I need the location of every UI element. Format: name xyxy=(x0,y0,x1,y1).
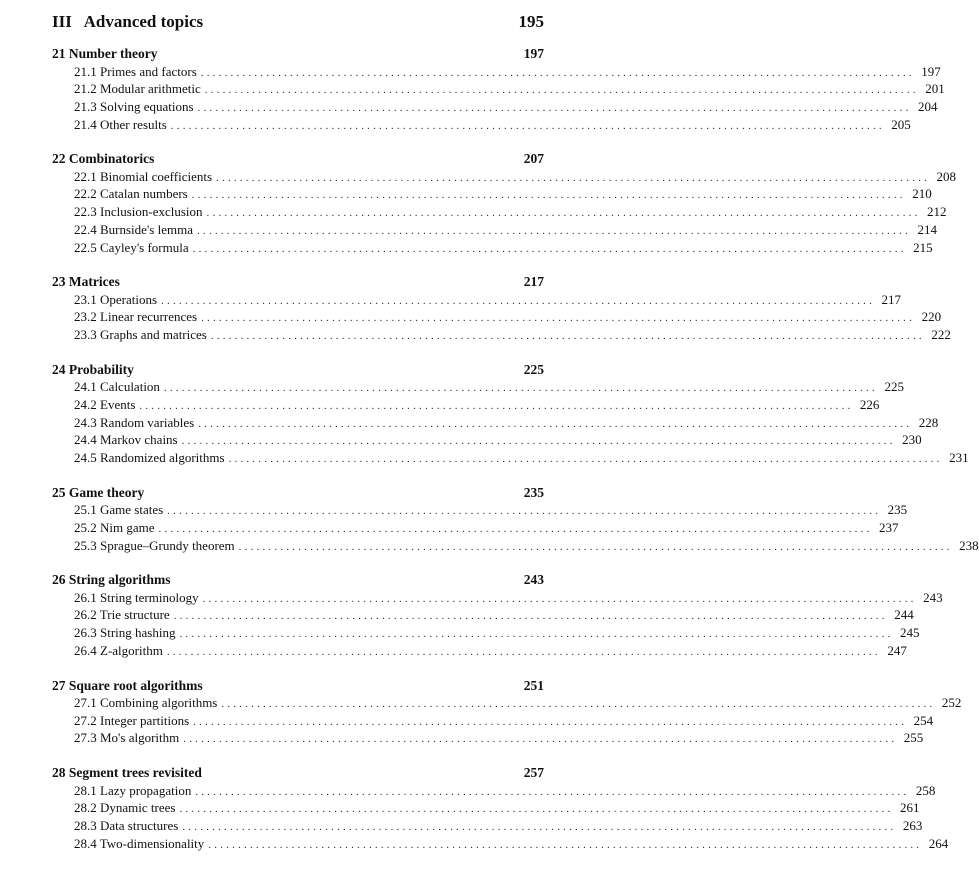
part-title: III Advanced topics xyxy=(52,12,204,31)
chapter-page-number: 217 xyxy=(523,274,544,290)
section-title: 27.2 Integer partitions xyxy=(74,712,190,728)
section-entry[interactable] xyxy=(52,624,920,642)
section-title: 28.4 Two-dimensionality xyxy=(74,835,205,851)
section-entry[interactable] xyxy=(52,606,914,624)
section-entry[interactable] xyxy=(52,291,902,309)
section-title: 22.1 Binomial coefficients xyxy=(74,168,213,184)
section-title: 23.1 Operations xyxy=(74,291,158,307)
chapter-title: 25 Game theory xyxy=(52,484,145,500)
section-entry[interactable] xyxy=(52,308,942,326)
section-page-number: 244 xyxy=(894,607,914,623)
section-title: 22.2 Catalan numbers xyxy=(74,186,188,202)
chapter-heading[interactable] xyxy=(52,273,544,291)
section-entry[interactable] xyxy=(52,431,922,449)
table-of-contents xyxy=(52,8,979,869)
dot-leader: ........................................................................................................................ xyxy=(161,294,876,307)
section-title: 23.2 Linear recurrences xyxy=(74,309,198,325)
section-title: 25.1 Game states xyxy=(74,502,164,518)
dot-leader: ........................................................................................................................ xyxy=(170,119,885,132)
section-entry[interactable] xyxy=(52,642,907,660)
dot-leader: ........................................................................................................................ xyxy=(196,224,911,237)
section-title: 21.3 Solving equations xyxy=(74,98,194,114)
chapter-heading[interactable] xyxy=(52,150,544,168)
dot-leader: ........................................................................................................................ xyxy=(204,84,919,97)
section-entry[interactable] xyxy=(52,116,911,134)
chapter-page-number: 207 xyxy=(523,151,544,167)
section-page-number: 201 xyxy=(925,81,945,97)
section-title: 24.1 Calculation xyxy=(74,379,160,395)
section-title: 21.4 Other results xyxy=(74,116,167,132)
section-page-number: 220 xyxy=(921,309,942,325)
chapter-heading[interactable] xyxy=(52,764,544,782)
section-entry[interactable] xyxy=(52,203,947,221)
dot-leader: ........................................................................................................................ xyxy=(191,189,906,202)
chapter-entry xyxy=(52,764,949,852)
section-page-number: 197 xyxy=(921,63,941,79)
section-entry[interactable] xyxy=(52,378,904,396)
dot-leader: ........................................................................................................................ xyxy=(221,698,936,710)
section-entry[interactable] xyxy=(52,80,945,98)
section-page-number: 230 xyxy=(902,432,922,448)
section-page-number: 228 xyxy=(918,414,939,430)
dot-leader: ........................................................................................................................ xyxy=(183,733,898,746)
dot-leader: ........................................................................................................................ xyxy=(158,522,873,535)
chapter-heading[interactable] xyxy=(52,45,544,63)
section-entry[interactable] xyxy=(52,168,957,186)
section-entry[interactable] xyxy=(52,239,933,257)
section-title: 21.2 Modular arithmetic xyxy=(74,81,201,97)
section-page-number: 261 xyxy=(899,800,920,816)
chapter-entry xyxy=(52,150,957,256)
section-page-number: 231 xyxy=(949,450,969,465)
chapter-title: 23 Matrices xyxy=(52,274,120,290)
chapter-heading[interactable] xyxy=(52,361,544,379)
section-entry[interactable] xyxy=(52,835,949,853)
section-page-number: 222 xyxy=(931,327,951,343)
dot-leader: ........................................................................................................................ xyxy=(238,540,953,553)
section-page-number: 247 xyxy=(887,642,907,658)
section-title: 23.3 Graphs and matrices xyxy=(74,327,207,343)
section-title: 28.2 Dynamic trees xyxy=(74,800,176,816)
section-title: 26.4 Z-algorithm xyxy=(74,642,163,658)
section-title: 26.3 String hashing xyxy=(74,625,176,641)
section-page-number: 210 xyxy=(912,186,932,202)
section-entry[interactable] xyxy=(52,694,962,712)
section-entry[interactable] xyxy=(52,501,908,519)
chapter-heading[interactable] xyxy=(52,571,544,589)
part-heading xyxy=(52,8,544,36)
section-title: 22.5 Cayley's formula xyxy=(74,239,189,255)
section-entry[interactable] xyxy=(52,396,880,414)
section-page-number: 217 xyxy=(881,291,902,307)
section-page-number: 237 xyxy=(879,519,899,535)
section-entry[interactable] xyxy=(52,221,937,239)
dot-leader: ........................................................................................................................ xyxy=(198,417,913,430)
section-entry[interactable] xyxy=(52,98,938,116)
dot-leader: ........................................................................................................................ xyxy=(139,399,854,412)
chapter-page-number: 257 xyxy=(523,765,544,781)
section-page-number: 263 xyxy=(902,817,923,833)
section-title: 24.5 Randomized algorithms xyxy=(74,450,225,465)
dot-leader: ........................................................................................................................ xyxy=(179,628,894,641)
section-page-number: 254 xyxy=(913,712,934,728)
section-page-number: 205 xyxy=(891,116,911,132)
dot-leader: ........................................................................................................................ xyxy=(206,207,921,220)
dot-leader: ........................................................................................................................ xyxy=(163,382,878,395)
dot-leader: ........................................................................................................................ xyxy=(193,715,908,728)
section-title: 26.1 String terminology xyxy=(74,589,199,605)
section-title: 26.2 Trie structure xyxy=(74,607,170,623)
dot-leader: ........................................................................................................................ xyxy=(195,785,910,798)
section-entry[interactable] xyxy=(52,712,934,730)
section-title: 24.4 Markov chains xyxy=(74,432,178,448)
section-entry[interactable] xyxy=(52,449,969,467)
dot-leader: ........................................................................................................................ xyxy=(202,592,917,605)
section-entry[interactable] xyxy=(52,185,932,203)
chapter-heading[interactable] xyxy=(52,484,544,502)
section-page-number: 212 xyxy=(927,204,947,220)
section-page-number: 245 xyxy=(899,625,920,641)
section-title: 25.3 Sprague–Grundy theorem xyxy=(74,537,235,553)
section-title: 24.2 Events xyxy=(74,396,136,412)
section-title: 22.3 Inclusion-exclusion xyxy=(74,204,203,220)
section-page-number: 243 xyxy=(923,589,943,605)
dot-leader: ........................................................................................................................ xyxy=(192,242,907,255)
dot-leader: ........................................................................................................................ xyxy=(182,820,897,833)
section-entry[interactable] xyxy=(52,782,936,800)
section-page-number: 208 xyxy=(936,168,957,184)
section-entry[interactable] xyxy=(52,589,943,607)
section-title: 25.2 Nim game xyxy=(74,519,155,535)
section-title: 28.3 Data structures xyxy=(74,817,179,833)
chapter-title: 21 Number theory xyxy=(52,46,158,61)
chapter-entry xyxy=(52,273,951,344)
section-entry[interactable] xyxy=(52,537,979,555)
chapter-entry xyxy=(52,571,943,659)
chapter-title: 22 Combinatorics xyxy=(52,151,155,167)
dot-leader: ........................................................................................................................ xyxy=(179,803,894,816)
chapter-title: 26 String algorithms xyxy=(52,572,171,588)
section-title: 27.1 Combining algorithms xyxy=(74,695,218,710)
chapter-page-number: 235 xyxy=(523,484,544,500)
section-entry[interactable] xyxy=(52,63,941,81)
chapter-entry xyxy=(52,484,979,555)
section-title: 24.3 Random variables xyxy=(74,414,195,430)
chapter-title: 24 Probability xyxy=(52,361,134,377)
section-title: 22.4 Burnside's lemma xyxy=(74,221,193,237)
section-page-number: 258 xyxy=(915,782,936,798)
section-page-number: 264 xyxy=(928,835,949,851)
chapter-entry xyxy=(52,361,969,467)
section-title: 21.1 Primes and factors xyxy=(74,63,197,79)
dot-leader: ........................................................................................................................ xyxy=(197,101,912,114)
section-page-number: 225 xyxy=(884,379,904,395)
chapter-heading[interactable] xyxy=(52,677,544,695)
section-entry[interactable] xyxy=(52,414,939,432)
dot-leader: ........................................................................................................................ xyxy=(167,505,882,518)
chapter-page-number: 225 xyxy=(523,361,544,377)
dot-leader: ........................................................................................................................ xyxy=(166,645,881,658)
dot-leader: ........................................................................................................................ xyxy=(228,453,943,465)
section-entry[interactable] xyxy=(52,519,899,537)
section-page-number: 238 xyxy=(959,537,979,553)
dot-leader: ........................................................................................................................ xyxy=(200,66,915,79)
section-title: 28.1 Lazy propagation xyxy=(74,782,192,798)
dot-leader: ........................................................................................................................ xyxy=(181,435,896,448)
dot-leader: ........................................................................................................................ xyxy=(208,838,923,851)
chapter-page-number: 197 xyxy=(523,46,544,61)
section-page-number: 204 xyxy=(918,98,938,114)
section-title: 27.3 Mo's algorithm xyxy=(74,730,180,746)
part-page-number: 195 xyxy=(518,12,544,31)
chapter-title: 28 Segment trees revisited xyxy=(52,765,202,781)
dot-leader: ........................................................................................................................ xyxy=(201,312,916,325)
section-entry[interactable] xyxy=(52,799,920,817)
section-page-number: 255 xyxy=(903,730,924,746)
section-page-number: 214 xyxy=(917,221,937,237)
dot-leader: ........................................................................................................................ xyxy=(173,610,888,623)
section-entry[interactable] xyxy=(52,729,924,747)
dot-leader: ........................................................................................................................ xyxy=(210,330,925,343)
chapter-title: 27 Square root algorithms xyxy=(52,677,203,693)
section-entry[interactable] xyxy=(52,326,951,344)
dot-leader: ........................................................................................................................ xyxy=(216,171,931,184)
chapter-entry xyxy=(52,45,945,133)
section-page-number: 226 xyxy=(859,396,880,412)
chapter-entry xyxy=(52,677,962,748)
chapter-page-number: 251 xyxy=(523,677,544,693)
section-page-number: 215 xyxy=(913,239,933,255)
section-page-number: 252 xyxy=(941,695,962,710)
section-entry[interactable] xyxy=(52,817,923,835)
chapter-page-number: 243 xyxy=(523,572,544,588)
section-page-number: 235 xyxy=(887,502,908,518)
chapter-list xyxy=(52,45,979,852)
